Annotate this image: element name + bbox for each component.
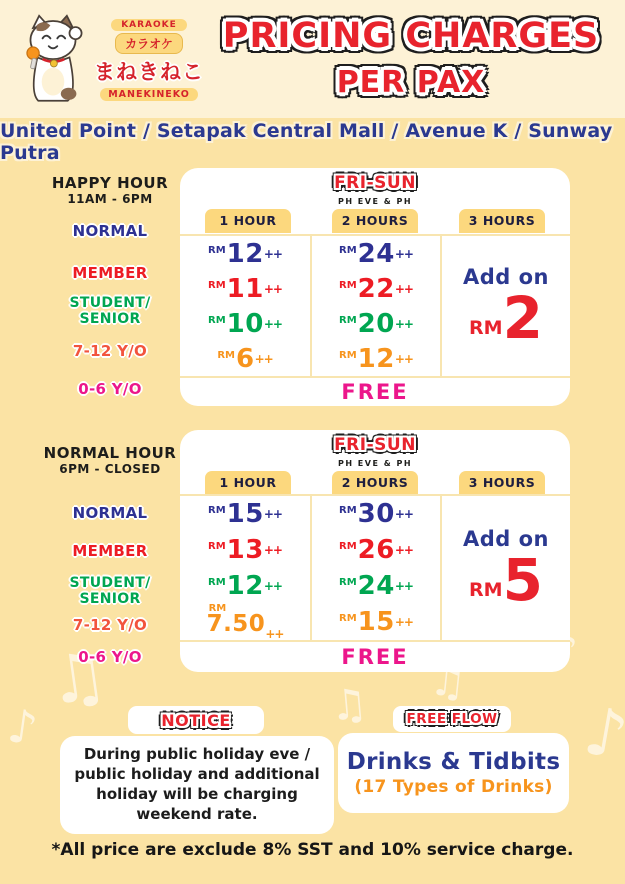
free-flow-title: FREE FLOW [406,711,498,727]
price-cell: $^{RM}$13++ [208,535,282,565]
row-label-normal: NORMAL [72,222,148,240]
notice-box [60,736,334,834]
price-column-2hours [312,496,440,640]
music-note-icon [4,698,41,756]
row-label-member: MEMBER [72,264,148,282]
row-label-0-6: 0-6 Y/O [78,380,142,398]
free-flow-header [393,706,511,732]
column-3-hours: 3 HOURS [459,209,545,233]
price-cell: $^{RM}$10++ [208,308,282,339]
logo-japanese-big: まねきねこ [94,60,204,84]
price-cell: $^{RM}$12++ [208,571,282,601]
normal-hour-table [180,430,570,672]
addon-label: Add on [462,265,549,289]
free-value: FREE [341,380,409,404]
row-label-student-senior: STUDENT/ SENIOR [69,575,151,608]
free-flow-types: (17 Types of Drinks) [354,777,553,797]
row-label-student-senior: STUDENT/ SENIOR [69,295,151,328]
logo-karaoke-label: KARAOKE [111,19,187,31]
title-line-1: PRICING CHARGES [222,16,600,56]
page-title [205,16,617,100]
maneki-neko-cat-icon [14,10,92,110]
happy-hour-section [40,168,570,406]
price-cell: $^{RM}$12++ [208,238,282,269]
brand-logo [14,8,209,112]
price-grid [180,494,570,640]
addon-3hours [442,496,570,640]
title-line-2: PER PAX [336,65,486,100]
brand-logo-text [94,19,204,101]
price-cell: RM $7.50_{++}$ [206,603,284,642]
section-period: HAPPY HOUR [51,174,169,192]
price-cell: $^{RM}$20++ [339,308,413,339]
row-label-0-6: 0-6 Y/O [78,648,142,666]
locations-text: United Point / Setapak Central Mall / Avenue K / Sunway Putra [0,120,613,164]
price-cell: $^{RM}$24++ [339,238,413,269]
price-column-1hour [180,236,310,376]
row-label-7-12: 7-12 Y/O [72,342,148,360]
music-note-icon [328,678,370,730]
notice-text: During public holiday eve / public holiday and additional holiday will be charging weekend rate. [74,745,320,823]
fri-sun-badge: FRI-SUN [334,435,416,455]
column-3-hours: 3 HOURS [459,471,545,495]
free-flow-box [338,733,569,813]
normal-hour-labels [40,430,180,672]
free-row [180,376,570,406]
logo-brand-name: MANEKINEKO [100,88,198,101]
price-cell: $^{RM}$15++ [208,499,282,529]
price-cell: $^{RM}$11++ [208,273,282,304]
notice-title: NOTICE [161,710,231,730]
price-cell: $^{RM}$15++ [339,607,413,637]
price-grid [180,234,570,376]
row-label-7-12: 7-12 Y/O [72,616,148,634]
row-label-member: MEMBER [72,542,148,560]
addon-price: RM2 [469,284,543,352]
notice-header [128,706,264,734]
section-period: NORMAL HOUR [43,444,177,462]
addon-3hours [442,236,570,376]
column-2-hours: 2 HOURS [332,471,418,495]
locations-bar [0,118,625,166]
section-time: 11AM - 6PM [67,192,153,206]
column-2-hours: 2 HOURS [332,209,418,233]
free-value: FREE [341,645,409,669]
ph-eve-label: PH EVE & PH [337,459,413,468]
column-1-hour: 1 HOUR [205,209,291,233]
column-1-hour: 1 HOUR [205,471,291,495]
happy-hour-labels [40,168,180,406]
normal-hour-section [40,430,570,672]
price-column-1hour [180,496,310,640]
music-note-icon [579,692,625,775]
free-row [180,640,570,672]
section-time: 6PM - CLOSED [59,462,161,476]
logo-japanese-small: カラオケ [115,33,183,54]
fri-sun-badge: FRI-SUN [334,173,416,193]
row-label-normal: NORMAL [72,504,148,522]
price-cell: $^{RM}$6++ [217,343,273,374]
column-headers [180,471,570,495]
price-cell: $^{RM}$24++ [339,571,413,601]
price-cell: $^{RM}$30++ [339,499,413,529]
section-title [40,174,180,206]
price-column-2hours [312,236,440,376]
tax-disclaimer: *All price are exclude 8% SST and 10% service charge. [51,840,574,860]
price-cell: $^{RM}$22++ [339,273,413,304]
addon-label: Add on [462,527,549,551]
section-title [40,444,180,476]
price-cell: $^{RM}$26++ [339,535,413,565]
addon-price: RM5 [469,546,543,614]
price-cell: $^{RM}$12++ [339,343,413,374]
happy-hour-table [180,168,570,406]
header [0,0,625,118]
ph-eve-label: PH EVE & PH [337,197,413,206]
free-flow-drinks: Drinks & Tidbits [346,749,561,775]
column-headers [180,209,570,233]
